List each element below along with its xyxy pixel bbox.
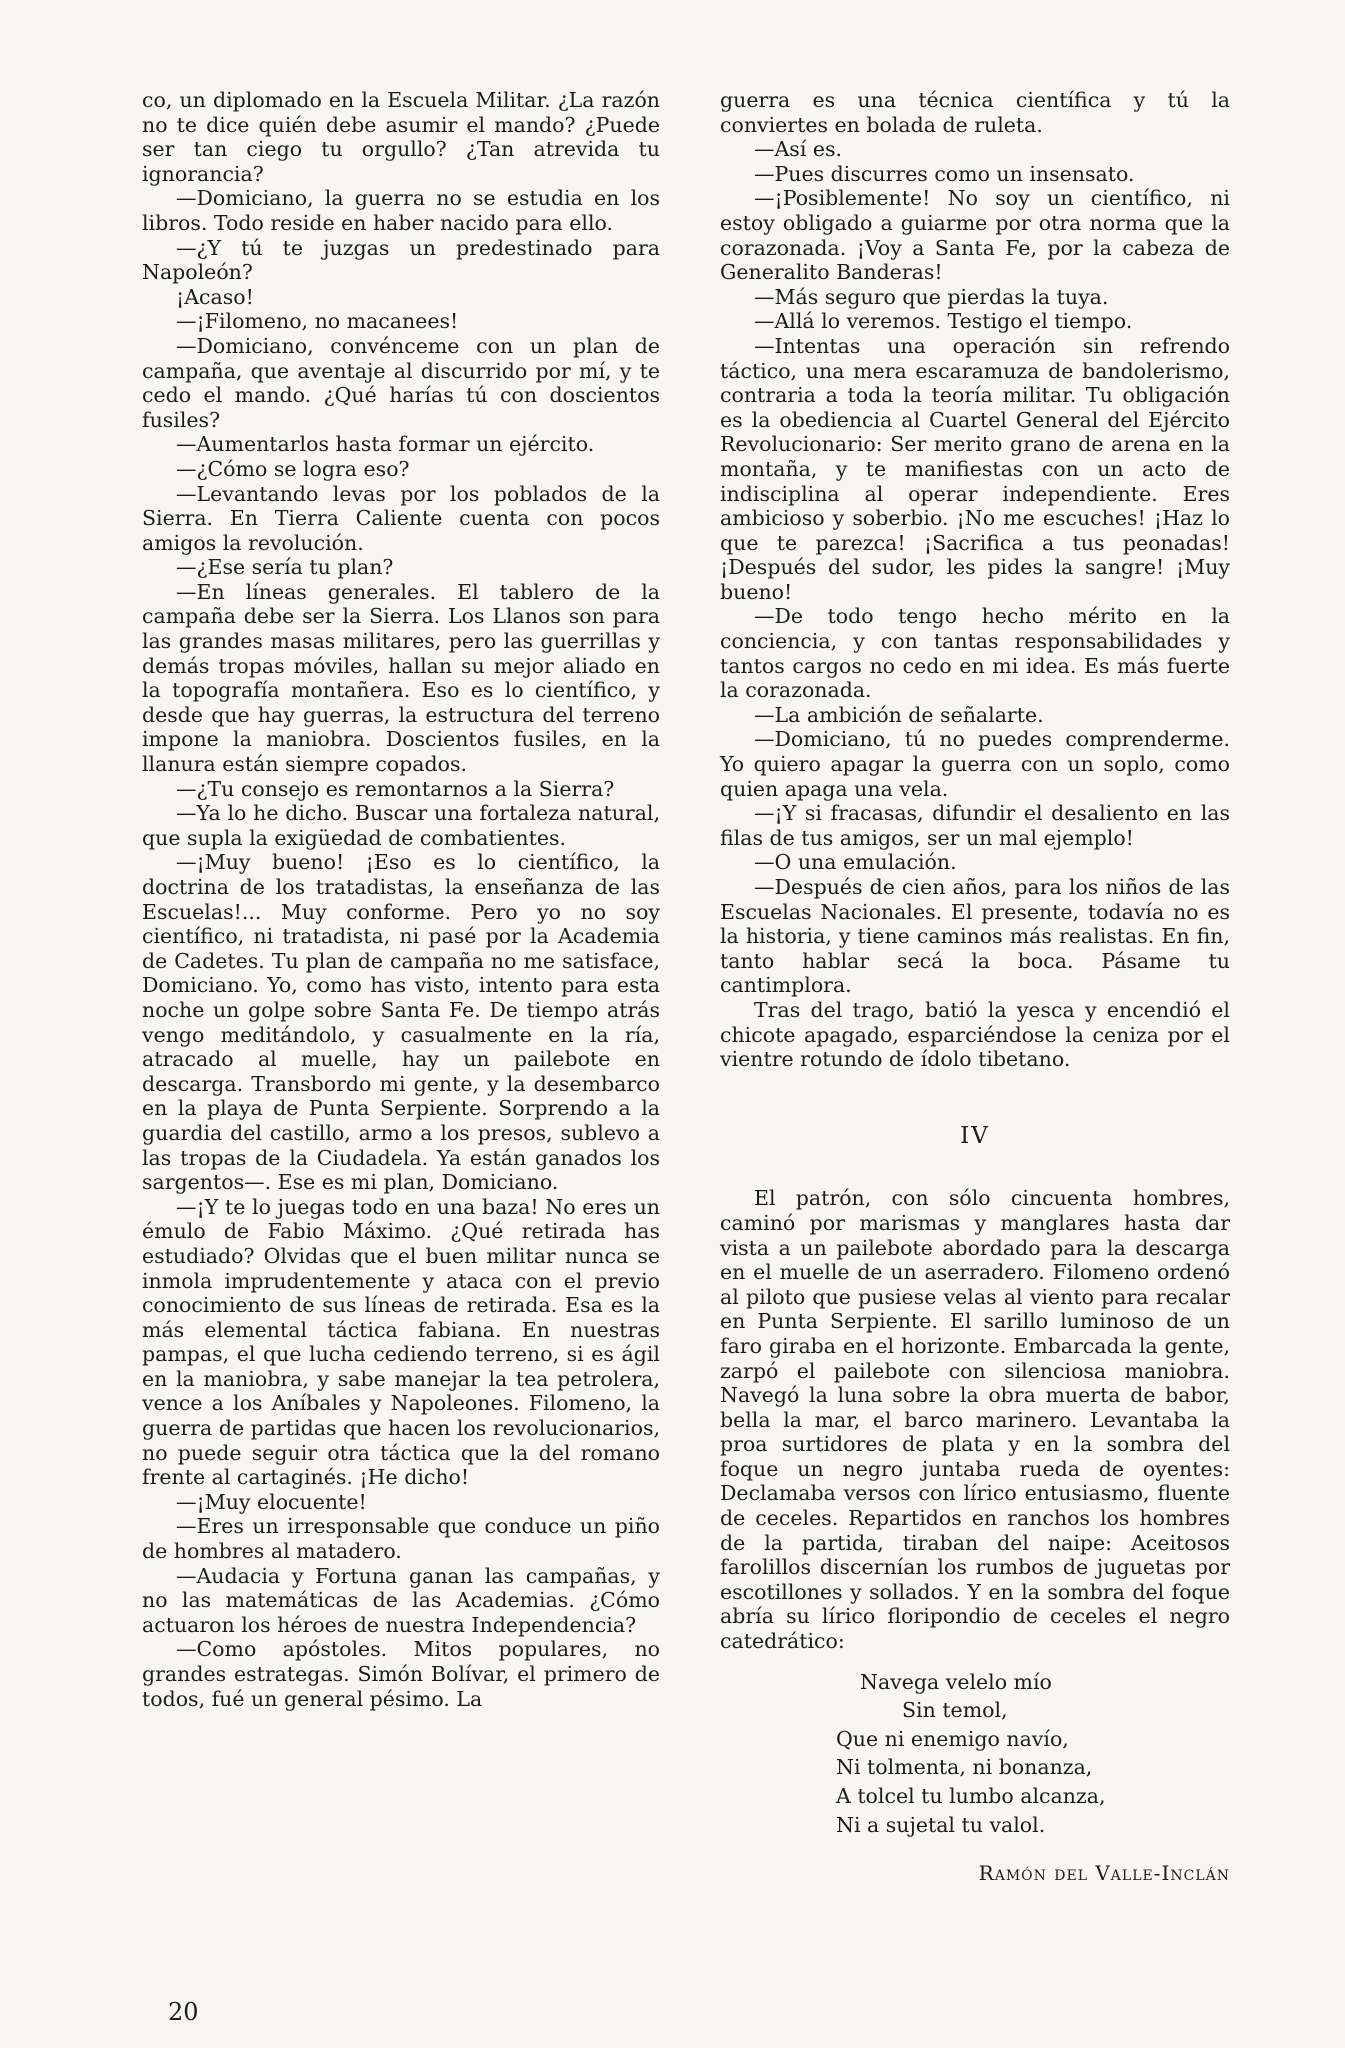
paragraph: —¿Y tú te juzgas un predestinado para Napoleón? [142,235,660,285]
paragraph: —La ambición de señalarte. [754,702,1044,727]
paragraph: —Pues discurres como un insensato. [754,161,1135,186]
paragraph: —Ya lo he dicho. Buscar una fortaleza natural, que supla la exigüedad de combatientes. [142,801,660,850]
paragraph: —Más seguro que pierdas la tuya. [754,284,1109,309]
paragraph: —Domiciano, convénceme con un plan de campaña, que aventaje al discurrido por mí, y te cedo el mando. ¿Qué harías tú con doscientos fusiles? [142,333,660,432]
paragraph: —Como apóstoles. Mitos populares, no grandes estrategas. Simón Bolívar, el primero de todos, fué un general pésimo. La [142,1637,660,1711]
paragraph: —¿Tu consejo es remontarnos a la Sierra? [176,776,615,801]
verse-line: Ni a sujetal tu valol. [836,1812,1046,1837]
left-column [142,88,660,1711]
paragraph: —¡Muy elocuente! [176,1489,367,1514]
verse-line: Ni tolmenta, ni bonanza, [836,1755,1093,1780]
paragraph: —Después de cien años, para los niños de las Escuelas Nacionales. El presente, todavía no es la historia, y tiene caminos más realistas. En fin, tanto hablar secá la boca. Pásame tu cantimplora. [720,875,1230,998]
paragraph: —¡Muy bueno! ¡Eso es lo científico, la doctrina de los tratadistas, la enseñanza de las Escuelas!... Muy conforme. Pero yo no soy científico, ni tratadista, ni pasé por la Academia de Cadetes. Tu plan de campaña no me satisface, Domiciano. Yo, como has visto, intento para esta noche un golpe sobre Santa Fe. De tiempo atrás vengo meditándolo, y casualmente en la ría, atracado al muelle, hay un pailebote en descarga. Transbordo mi gente, y la desembarco en la playa de Punta Serpiente. Sorprendo a la guardia del castillo, armo a los presos, sublevo a las tropas de la Ciudadela. Ya están ganados los sargentos—. Ese es mi plan, Domiciano. [142,850,660,1195]
paragraph: —Domiciano, la guerra no se estudia en los libros. Todo reside en haber nacido para ello. [142,186,660,235]
verse-line: Que ni enemigo navío, [836,1726,1069,1751]
paragraph: —De todo tengo hecho mérito en la conciencia, y con tantas responsabilidades y tantos cargos no cedo en mi idea. Es más fuerte la corazonada. [720,604,1230,703]
paragraph: —Levantando levas por los poblados de la Sierra. En Tierra Caliente cuenta con pocos amigos la revolución. [142,481,660,555]
paragraph: —¡Y si fracasas, difundir el desaliento en las filas de tus amigos, ser un mal ejemplo! [720,801,1230,850]
paragraph: —¡Posiblemente! No soy un científico, ni estoy obligado a guiarme por otra norma que la corazonada. ¡Voy a Santa Fe, por la cabeza de Generalito Banderas! [720,186,1230,285]
paragraph: guerra es una técnica científica y tú la conviertes en bolada de ruleta. [720,88,1230,137]
verse-line: Sin temol, [902,1698,1008,1723]
paragraph: —Audacia y Fortuna ganan las campañas, y no las matemáticas de las Academias. ¿Cómo actuaron los héroes de nuestra Independencia? [142,1563,660,1637]
paragraph: —¡Y te lo juegas todo en una baza! No eres un émulo de Fabio Máximo. ¿Qué retirada has estudiado? Olvidas que el buen militar nunca se inmola imprudentemente y ataca con el previo conocimiento de sus líneas de retirada. Esa es la más elemental táctica fabiana. En nuestras pampas, el que lucha cediendo terreno, si es ágil en la maniobra, y sabe manejar la tea petrolera, vence a los Aníbales y Napoleones. Filomeno, la guerra de partidas que hacen los revolucionarios, no puede seguir otra táctica que la del romano frente al cartaginés. ¡He dicho! [142,1194,660,1490]
paragraph: —Allá lo veremos. Testigo el tiempo. [754,309,1133,334]
paragraph: Tras del trago, batió la yesca y encendió el chicote apagado, esparciéndose la ceniza por el vientre rotundo de ídolo tibetano. [720,997,1230,1072]
page-number: 20 [168,1998,199,2026]
paragraph: ¡Acaso! [176,284,254,309]
paragraph: —¿Ese sería tu plan? [176,555,394,580]
paragraph: —Domiciano, tú no puedes comprenderme. Yo quiero apagar la guerra con un soplo, como quien apaga una vela. [720,727,1230,801]
author-signature: Ramón del Valle-Inclán [978,1861,1230,1886]
paragraph: —Intentas una operación sin refrendo táctico, una mera escaramuza de bandolerismo, contraria a toda la teoría militar. Tu obligación es la obediencia al Cuartel General del Ejército Revolucionario: Ser merito grano de arena en la montaña, y te manifiestas con un acto de indisciplina al operar independiente. Eres ambicioso y soberbio. ¡No me escuches! ¡Haz lo que te parezca! ¡Sacrifica a tus peonadas! ¡Después del sudor, les pides la sangre! ¡Muy bueno! [720,333,1230,604]
paragraph: —¿Cómo se logra eso? [176,456,410,481]
verse-line: Navega velelo mío [860,1669,1052,1694]
verse-line: A tolcel tu lumbo alcanza, [836,1784,1106,1808]
paragraph: —En líneas generales. El tablero de la campaña debe ser la Sierra. Los Llanos son para las grandes masas militares, pero las guerrillas y demás tropas móviles, hallan su mejor aliado en la topografía montañera. Eso es lo científico, y desde que hay guerras, la estructura del terreno impone la maniobra. Doscientos fusiles, en la llanura están siempre copados. [142,579,660,777]
verse [720,1668,1230,1840]
paragraph: co, un diplomado en la Escuela Militar. ¿La razón no te dice quién debe asumir el mando? ¿Puede ser tan ciego tu orgullo? ¿Tan atrevida tu ignorancia? [142,88,660,186]
paragraph: —Así es. [754,137,843,162]
paragraph: —Eres un irresponsable que conduce un piño de hombres al matadero. [142,1514,660,1564]
paragraph: —O una emulación. [754,850,957,875]
right-column [720,88,1230,1886]
paragraph: —Aumentarlos hasta formar un ejército. [176,432,595,457]
section-title: IV [960,1122,990,1149]
section-paragraph: El patrón, con sólo cincuenta hombres, caminó por marismas y manglares hasta dar vista a un pailebote abordado para la descarga en el muelle de un aserradero. Filomeno ordenó al piloto que pusiese velas al viento para recalar en Punta Serpiente. El sarillo luminoso de un faro giraba en el horizonte. Embarcada la gente, zarpó el pailebote con silenciosa maniobra. Navegó la luna sobre la obra muerta de babor, bella la mar, el barco marinero. Levantaba la proa surtidores de plata y en la sombra del foque un negro juntaba rueda de oyentes: Declamaba versos con lírico entusiasmo, fluente de ceceles. Repartidos en ranchos los hombres de la partida, tiraban del naipe: Aceitosos farolillos discernían los rumbos de juguetas por escotillones y sollados. Y en la sombra del foque abría su lírico floripondio de ceceles el negro catedrático: [720,1186,1230,1654]
paragraph: —¡Filomeno, no macanees! [176,309,459,334]
